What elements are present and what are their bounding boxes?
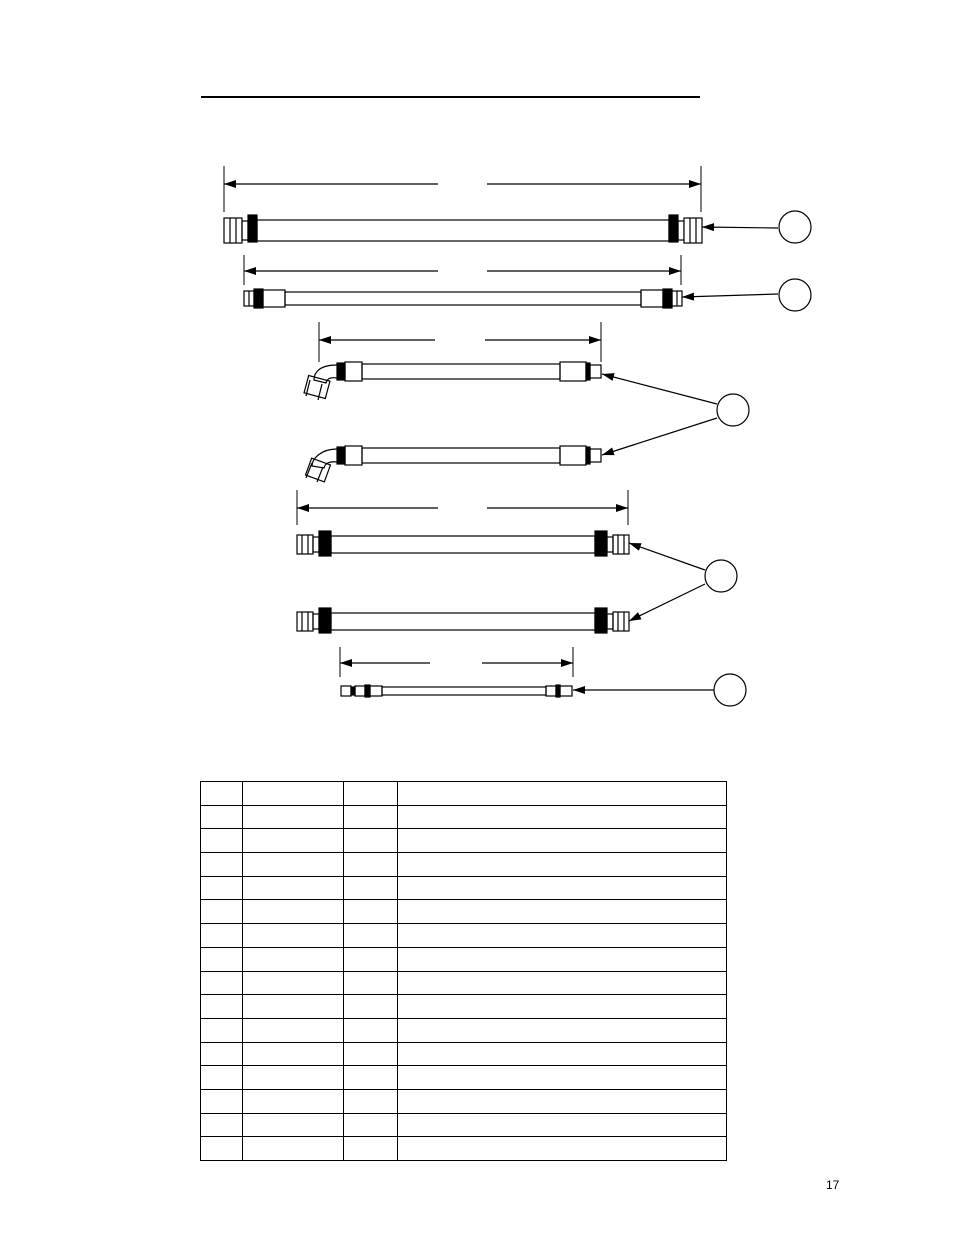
table-row	[201, 782, 727, 806]
table-cell	[398, 900, 727, 924]
table-cell	[344, 1042, 398, 1066]
table-cell	[344, 1066, 398, 1090]
table-cell	[201, 1113, 243, 1137]
table-cell	[243, 947, 344, 971]
table-row	[201, 876, 727, 900]
table-cell	[398, 971, 727, 995]
table-cell	[398, 829, 727, 853]
table-cell	[344, 853, 398, 877]
table-cell	[344, 805, 398, 829]
table-cell	[398, 1018, 727, 1042]
table-cell	[201, 782, 243, 806]
table-cell	[201, 1089, 243, 1113]
table-cell	[344, 947, 398, 971]
table-cell	[243, 805, 344, 829]
table-row	[201, 947, 727, 971]
callout-balloon-1	[779, 211, 811, 243]
table-cell	[344, 1113, 398, 1137]
table-cell	[344, 971, 398, 995]
table-row	[201, 853, 727, 877]
table-cell	[344, 924, 398, 948]
table-cell	[344, 995, 398, 1019]
table-cell	[243, 1137, 344, 1161]
table-cell	[243, 995, 344, 1019]
table-row	[201, 1018, 727, 1042]
table-cell	[398, 1137, 727, 1161]
table-cell	[398, 1113, 727, 1137]
page-number: 17	[826, 1178, 840, 1192]
hose-3	[304, 322, 717, 482]
table-row	[201, 805, 727, 829]
table-cell	[201, 900, 243, 924]
table-cell	[243, 829, 344, 853]
table-cell	[243, 971, 344, 995]
table-cell	[243, 900, 344, 924]
table-row	[201, 829, 727, 853]
table-cell	[243, 1018, 344, 1042]
table-cell	[201, 995, 243, 1019]
table-cell	[201, 1137, 243, 1161]
hose-1	[224, 166, 778, 243]
table-cell	[398, 876, 727, 900]
table-cell	[344, 782, 398, 806]
table-cell	[398, 1042, 727, 1066]
table-cell	[201, 805, 243, 829]
callout-balloon-3	[717, 394, 749, 426]
hose-4	[297, 490, 705, 633]
table-cell	[243, 876, 344, 900]
table-row	[201, 1113, 727, 1137]
table-row	[201, 924, 727, 948]
table-cell	[243, 924, 344, 948]
table-row	[201, 971, 727, 995]
table-cell	[344, 876, 398, 900]
table-row	[201, 1089, 727, 1113]
table-cell	[201, 1066, 243, 1090]
table-cell	[398, 782, 727, 806]
callout-balloon-2	[779, 279, 811, 311]
table-cell	[201, 829, 243, 853]
table-cell	[201, 853, 243, 877]
table-cell	[243, 1042, 344, 1066]
hose-5	[340, 647, 714, 697]
table-cell	[398, 1066, 727, 1090]
hose-2	[244, 255, 778, 308]
table-cell	[398, 947, 727, 971]
table-cell	[243, 853, 344, 877]
table-cell	[201, 1018, 243, 1042]
table-row	[201, 995, 727, 1019]
table-cell	[344, 1137, 398, 1161]
table-cell	[344, 1089, 398, 1113]
table-cell	[243, 1089, 344, 1113]
table-cell	[201, 947, 243, 971]
table-cell	[243, 1066, 344, 1090]
callout-balloon-5	[714, 674, 746, 706]
table-cell	[344, 900, 398, 924]
table-cell	[398, 805, 727, 829]
table-cell	[398, 1089, 727, 1113]
table-cell	[398, 995, 727, 1019]
table-cell	[344, 829, 398, 853]
table-cell	[201, 971, 243, 995]
table-row	[201, 1066, 727, 1090]
table-cell	[201, 924, 243, 948]
table-cell	[243, 782, 344, 806]
parts-table	[200, 781, 727, 1161]
table-cell	[398, 924, 727, 948]
table-cell	[201, 1042, 243, 1066]
table-cell	[201, 876, 243, 900]
table-row	[201, 900, 727, 924]
callout-balloon-4	[705, 560, 737, 592]
table-cell	[243, 1113, 344, 1137]
table-row	[201, 1042, 727, 1066]
table-cell	[398, 853, 727, 877]
table-cell	[344, 1018, 398, 1042]
table-row	[201, 1137, 727, 1161]
